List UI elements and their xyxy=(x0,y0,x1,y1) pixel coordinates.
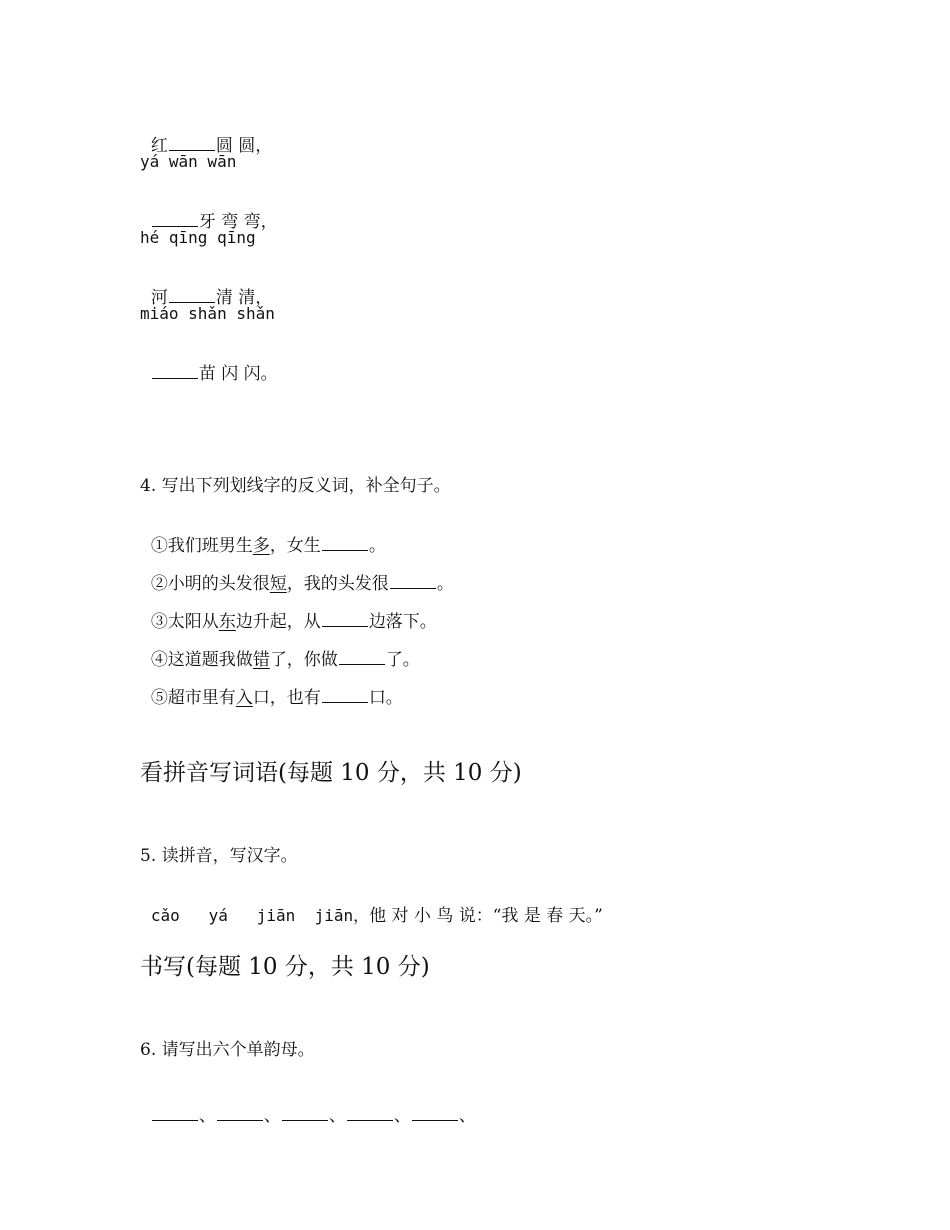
poem-line-7 xyxy=(140,340,278,385)
item-text: ⑤超市里有 xyxy=(150,688,236,708)
question-4-title: 4. 写出下列划线字的反义词，补全句子。 xyxy=(140,476,451,496)
question-6-title: 6. 请写出六个单韵母。 xyxy=(140,1040,315,1060)
poem-text: 牙 弯 弯， xyxy=(198,212,278,232)
underlined-char: 入 xyxy=(235,688,253,708)
item-text: ④这道题我做 xyxy=(150,650,253,670)
q6-blanks xyxy=(140,1082,476,1127)
separator: 、 xyxy=(328,1106,346,1126)
item-text: ，女生 xyxy=(269,536,321,556)
answer-blank[interactable] xyxy=(322,610,368,627)
question-5-title: 5. 读拼音，写汉字。 xyxy=(140,846,298,866)
pinyin-line-2: yá wān wān xyxy=(140,152,237,171)
separator: 、 xyxy=(393,1106,411,1126)
answer-blank[interactable] xyxy=(390,572,436,589)
answer-blank[interactable] xyxy=(322,686,368,703)
separator: 、 xyxy=(263,1106,281,1126)
underlined-char: 东 xyxy=(218,612,236,632)
q5-text: 他 对 小 鸟 说：“我 是 春 天。” xyxy=(369,906,603,926)
separator: 、 xyxy=(198,1106,216,1126)
separator: 、 xyxy=(458,1106,476,1126)
item-text: 。 xyxy=(368,536,386,556)
item-text: 边升起，从 xyxy=(235,612,321,632)
answer-blank[interactable] xyxy=(217,1104,263,1121)
answer-blank[interactable] xyxy=(322,534,368,551)
poem-text: 苗 闪 闪。 xyxy=(198,364,278,384)
q5-content xyxy=(140,883,603,927)
item-text: ，我的头发很 xyxy=(286,574,389,594)
underlined-char: 多 xyxy=(252,536,270,556)
answer-blank[interactable] xyxy=(152,1104,198,1121)
answer-blank[interactable] xyxy=(152,362,198,379)
poem-text: 圆 圆， xyxy=(215,136,273,156)
underlined-char: 错 xyxy=(252,650,270,670)
answer-blank[interactable] xyxy=(169,286,215,303)
pinyin-line-4: hé qīng qīng xyxy=(140,228,256,247)
underlined-char: 短 xyxy=(269,574,287,594)
item-text: ②小明的头发很 xyxy=(150,574,270,594)
pinyin-line-6: miáo shǎn shǎn xyxy=(140,304,275,323)
poem-char: 河 xyxy=(150,288,168,308)
q4-item-5 xyxy=(140,664,403,709)
poem-char: 红 xyxy=(150,136,168,156)
item-text: 。 xyxy=(436,574,454,594)
q5-pinyin: cǎo yá jiān jiān， xyxy=(150,906,370,925)
item-text: 口。 xyxy=(368,688,403,708)
answer-blank[interactable] xyxy=(169,134,215,151)
answer-blank[interactable] xyxy=(282,1104,328,1121)
answer-blank[interactable] xyxy=(412,1104,458,1121)
section-heading-writing: 书写(每题 10 分，共 10 分) xyxy=(140,954,430,980)
item-text: 边落下。 xyxy=(368,612,437,632)
item-text: 口，也有 xyxy=(252,688,321,708)
item-text: ③太阳从 xyxy=(150,612,219,632)
item-text: ①我们班男生 xyxy=(150,536,253,556)
item-text: 了，你做 xyxy=(269,650,338,670)
poem-text: 清 清， xyxy=(215,288,273,308)
item-text: 了。 xyxy=(385,650,420,670)
answer-blank[interactable] xyxy=(347,1104,393,1121)
answer-blank[interactable] xyxy=(152,210,198,227)
section-heading-pinyin: 看拼音写词语(每题 10 分，共 10 分) xyxy=(140,760,522,786)
answer-blank[interactable] xyxy=(339,648,385,665)
